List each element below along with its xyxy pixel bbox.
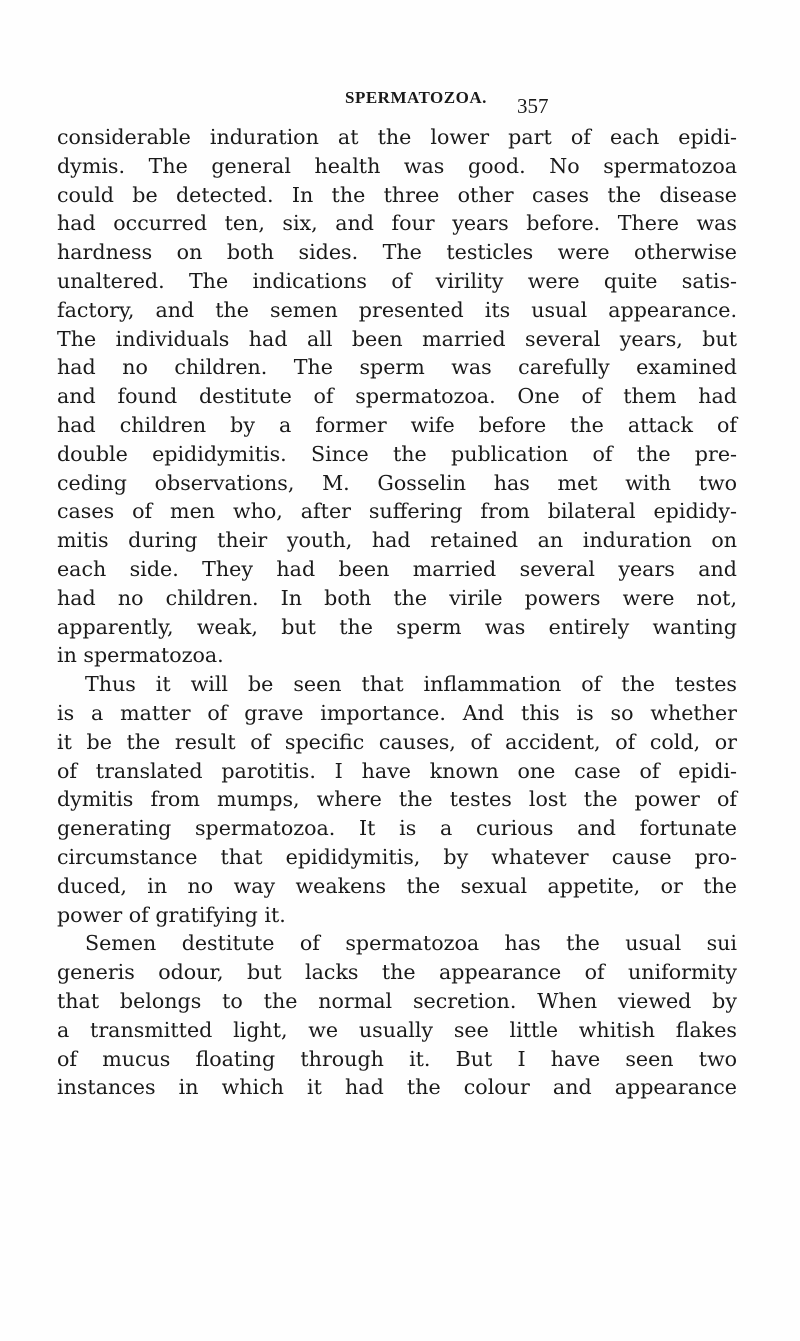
text-line: duced, in no way weakens the sexual appetite, or the <box>57 873 737 898</box>
text-line: cases of men who, after suffering from bilateral epididy- <box>57 499 737 524</box>
text-line: of mucus floating through it. But I have seen two <box>57 1046 737 1071</box>
text-line: generis odour, but lacks the appearance of uniformity <box>57 960 737 985</box>
text-line: unaltered. The indications of virility were quite satis- <box>57 268 737 293</box>
text-line: double epididymitis. Since the publication of the pre- <box>57 441 737 466</box>
text-line: in spermatozoa. <box>57 643 224 668</box>
text-line: had no children. In both the virile powers were not, <box>57 585 737 610</box>
text-line: generating spermatozoa. It is a curious and fortunate <box>57 816 737 841</box>
text-line: factory, and the semen presented its usual appearance. <box>57 297 737 322</box>
text-line: apparently, weak, but the sperm was entirely wanting <box>57 614 737 639</box>
text-line: each side. They had been married several years and <box>57 556 737 581</box>
running-head <box>0 88 800 118</box>
text-line: of translated parotitis. I have known one case of epidi- <box>57 758 737 783</box>
text-line: circumstance that epididymitis, by whatever cause pro- <box>57 844 737 869</box>
text-line: The individuals had all been married several years, but <box>57 326 737 351</box>
text-line: Thus it will be seen that inflammation of the testes <box>85 672 737 697</box>
text-line: instances in which it had the colour and appearance <box>57 1075 737 1100</box>
text-line: dymitis from mumps, where the testes lost the power of <box>57 787 737 812</box>
text-line: that belongs to the normal secretion. When viewed by <box>57 988 737 1013</box>
text-line: could be detected. In the three other cases the disease <box>57 182 737 207</box>
text-line: had no children. The sperm was carefully examined <box>57 355 737 380</box>
text-line: had children by a former wife before the attack of <box>57 412 737 437</box>
text-line: had occurred ten, six, and four years before. There was <box>57 211 737 236</box>
text-line: Semen destitute of spermatozoa has the usual sui <box>85 931 737 956</box>
running-title: SPERMATOZOA. <box>345 88 487 107</box>
text-line: power of gratifying it. <box>57 902 286 927</box>
text-line: ceding observations, M. Gosselin has met with two <box>57 470 737 495</box>
text-line: dymis. The general health was good. No spermatozoa <box>57 153 737 178</box>
text-line: considerable induration at the lower part of each epidi- <box>57 125 737 149</box>
text-line: mitis during their youth, had retained an induration on <box>57 528 737 553</box>
text-line: and found destitute of spermatozoa. One of them had <box>57 384 737 409</box>
text-line: hardness on both sides. The testicles were otherwise <box>57 240 737 265</box>
text-line: is a matter of grave importance. And this is so whether <box>57 700 737 725</box>
text-line: it be the result of specific causes, of accident, of cold, or <box>57 729 737 754</box>
body-text <box>57 123 737 1102</box>
page-number: 357 <box>517 94 549 118</box>
text-line: a transmitted light, we usually see little whitish flakes <box>57 1017 737 1042</box>
